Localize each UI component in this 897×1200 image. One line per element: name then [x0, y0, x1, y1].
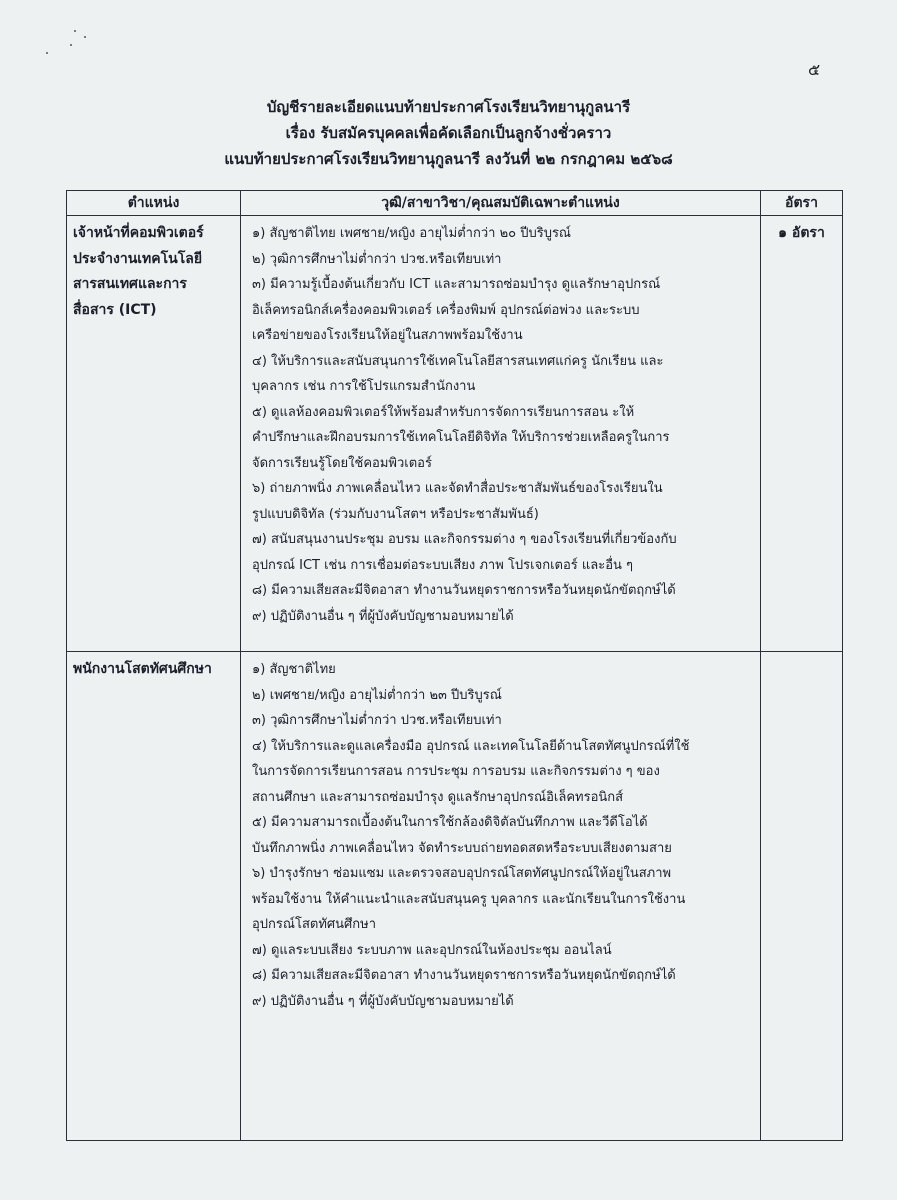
qualifications-cell: [241, 216, 761, 652]
position-title-line: ประจำงานเทคโนโลยี: [73, 250, 203, 267]
page-number: ๕: [808, 60, 821, 79]
position-rate: ๑ อัตรา: [778, 225, 825, 241]
qualification-line: ๒) วุฒิการศึกษาไม่ต่ำกว่า ปวช.หรือเทียบเท่า: [252, 251, 502, 267]
qualification-line: บุคลากร เช่น การใช้โปรแกรมสำนักงาน: [252, 379, 476, 394]
qualifications-cell: [241, 652, 761, 1141]
position-title-line: สื่อสาร (ICT): [73, 301, 157, 318]
qualification-line: ๒) เพศชาย/หญิง อายุไม่ต่ำกว่า ๒๓ ปีบริบูรณ์: [252, 687, 502, 703]
table-header-row: [67, 191, 843, 216]
heading-line-3: แนบท้ายประกาศโรงเรียนวิทยานุกูลนารี ลงวันที่ ๒๒ กรกฎาคม ๒๕๖๘: [224, 150, 673, 168]
header-qualifications: วุฒิ/สาขาวิชา/คุณสมบัติเฉพาะตำแหน่ง: [241, 191, 761, 216]
qualification-line: จัดการเรียนรู้โดยใช้คอมพิวเตอร์: [252, 455, 432, 471]
position-title-line: พนักงานโสตทัศนศึกษา: [73, 661, 212, 677]
qualification-line: ๘) มีความเสียสละมีจิตอาสา ทำงานวันหยุดราชการหรือวันหยุดนักขัตฤกษ์ได้: [252, 583, 676, 598]
position-rate: [762, 653, 841, 657]
qualification-line: ๔) ให้บริการและดูแลเครื่องมือ อุปกรณ์ และเทคโนโลยีด้านโสตทัศนูปกรณ์ที่ใช้: [252, 738, 690, 754]
qualification-line: ๘) มีความเสียสละมีจิตอาสา ทำงานวันหยุดราชการหรือวันหยุดนักขัตฤกษ์ได้: [252, 968, 676, 983]
qualification-line: เครือข่ายของโรงเรียนให้อยู่ในสภาพพร้อมใช้งาน: [252, 328, 523, 343]
position-title: [68, 217, 239, 323]
qualification-line: ๓) มีความรู้เบื้องต้นเกี่ยวกับ ICT และสามารถซ่อมบำรุง ดูแลรักษาอุปกรณ์: [252, 277, 661, 292]
positions-table: [66, 190, 843, 1141]
qualification-line: ๑) สัญชาติไทย เพศชาย/หญิง อายุไม่ต่ำกว่า ๒๐ ปีบริบูรณ์: [252, 226, 571, 241]
document-heading: [0, 94, 897, 172]
qualification-line: ๗) ดูแลระบบเสียง ระบบภาพ และอุปกรณ์ในห้องประชุม ออนไลน์: [252, 942, 612, 958]
qualification-line: ๕) มีความสามารถเบื้องต้นในการใช้กล้องดิจิตัลบันทึกภาพ และวีดีโอได้: [252, 815, 648, 830]
qualification-line: ๗) สนับสนุนงานประชุม อบรม และกิจกรรมต่าง ๆ ของโรงเรียนที่เกี่ยวข้องกับ: [252, 532, 677, 547]
qualification-line: ในการจัดการเรียนการสอน การประชุม การอบรม และกิจกรรมต่าง ๆ ของ: [252, 764, 660, 779]
qualification-line: ๙) ปฏิบัติงานอื่น ๆ ที่ผู้บังคับบัญชามอบหมายได้: [252, 608, 514, 624]
qualification-line: ๖) ถ่ายภาพนิ่ง ภาพเคลื่อนไหว และจัดทำสื่อประชาสัมพันธ์ของโรงเรียนใน: [252, 481, 663, 496]
qualification-line: พร้อมใช้งาน ให้คำแนะนำและสนับสนุนครู บุคลากร และนักเรียนในการใช้งาน: [252, 891, 686, 907]
qualification-line: อุปกรณ์โสตทัศนศึกษา: [252, 917, 377, 932]
table-row: [67, 652, 843, 1141]
qualification-line: ๔) ให้บริการและสนับสนุนการใช้เทคโนโลยีสารสนเทศแก่ครู นักเรียน และ: [252, 353, 664, 369]
position-title-line: เจ้าหน้าที่คอมพิวเตอร์: [73, 225, 204, 241]
heading-line-1: บัญชีรายละเอียดแนบท้ายประกาศโรงเรียนวิทยานุกูลนารี: [266, 98, 631, 116]
qualification-line: รูปแบบดิจิทัล (ร่วมกับงานโสตฯ หรือประชาสัมพันธ์): [252, 506, 539, 522]
qualification-line: บันทึกภาพนิ่ง ภาพเคลื่อนไหว จัดทำระบบถ่ายทอดสดหรือระบบเสียงตามสาย: [252, 840, 672, 856]
position-title: [68, 653, 239, 683]
header-position: ตำแหน่ง: [67, 191, 241, 216]
qualification-line: ๑) สัญชาติไทย: [252, 662, 336, 677]
scan-speck: [46, 52, 48, 54]
scan-speck: [74, 30, 76, 32]
rate-cell: [761, 216, 843, 652]
position-cell: [67, 652, 241, 1141]
qualification-line: ๙) ปฏิบัติงานอื่น ๆ ที่ผู้บังคับบัญชามอบหมายได้: [252, 993, 514, 1009]
qualifications-list: [242, 217, 759, 629]
qualification-line: สถานศึกษา และสามารถซ่อมบำรุง ดูแลรักษาอุปกรณ์อิเล็คทรอนิกส์: [252, 789, 624, 805]
rate-cell: [761, 652, 843, 1141]
scan-speck: [84, 36, 86, 38]
qualification-line: อิเล็คทรอนิกส์เครื่องคอมพิวเตอร์ เครื่องพิมพ์ อุปกรณ์ต่อพ่วง และระบบ: [252, 302, 640, 318]
header-rate: อัตรา: [761, 191, 843, 216]
qualification-line: ๓) วุฒิการศึกษาไม่ต่ำกว่า ปวช.หรือเทียบเท่า: [252, 713, 502, 728]
table-row: [67, 216, 843, 652]
position-cell: [67, 216, 241, 652]
qualification-line: ๖) บำรุงรักษา ซ่อมแซม และตรวจสอบอุปกรณ์โสตทัศนูปกรณ์ให้อยู่ในสภาพ: [252, 866, 672, 881]
position-title-line: สารสนเทศและการ: [73, 276, 187, 292]
heading-line-2: เรื่อง รับสมัครบุคคลเพื่อคัดเลือกเป็นลูกจ้างชั่วคราว: [285, 124, 612, 142]
qualifications-list: [242, 653, 759, 1014]
qualification-line: ๕) ดูแลห้องคอมพิวเตอร์ให้พร้อมสำหรับการจัดการเรียนการสอน ะให้: [252, 404, 635, 420]
qualification-line: อุปกรณ์ ICT เช่น การเชื่อมต่อระบบเสียง ภาพ โปรเจกเตอร์ และอื่น ๆ: [252, 557, 634, 573]
qualification-line: คำปรึกษาและฝึกอบรมการใช้เทคโนโลยีดิจิทัล ให้บริการช่วยเหลือครูในการ: [252, 430, 670, 445]
scan-speck: [70, 44, 72, 46]
